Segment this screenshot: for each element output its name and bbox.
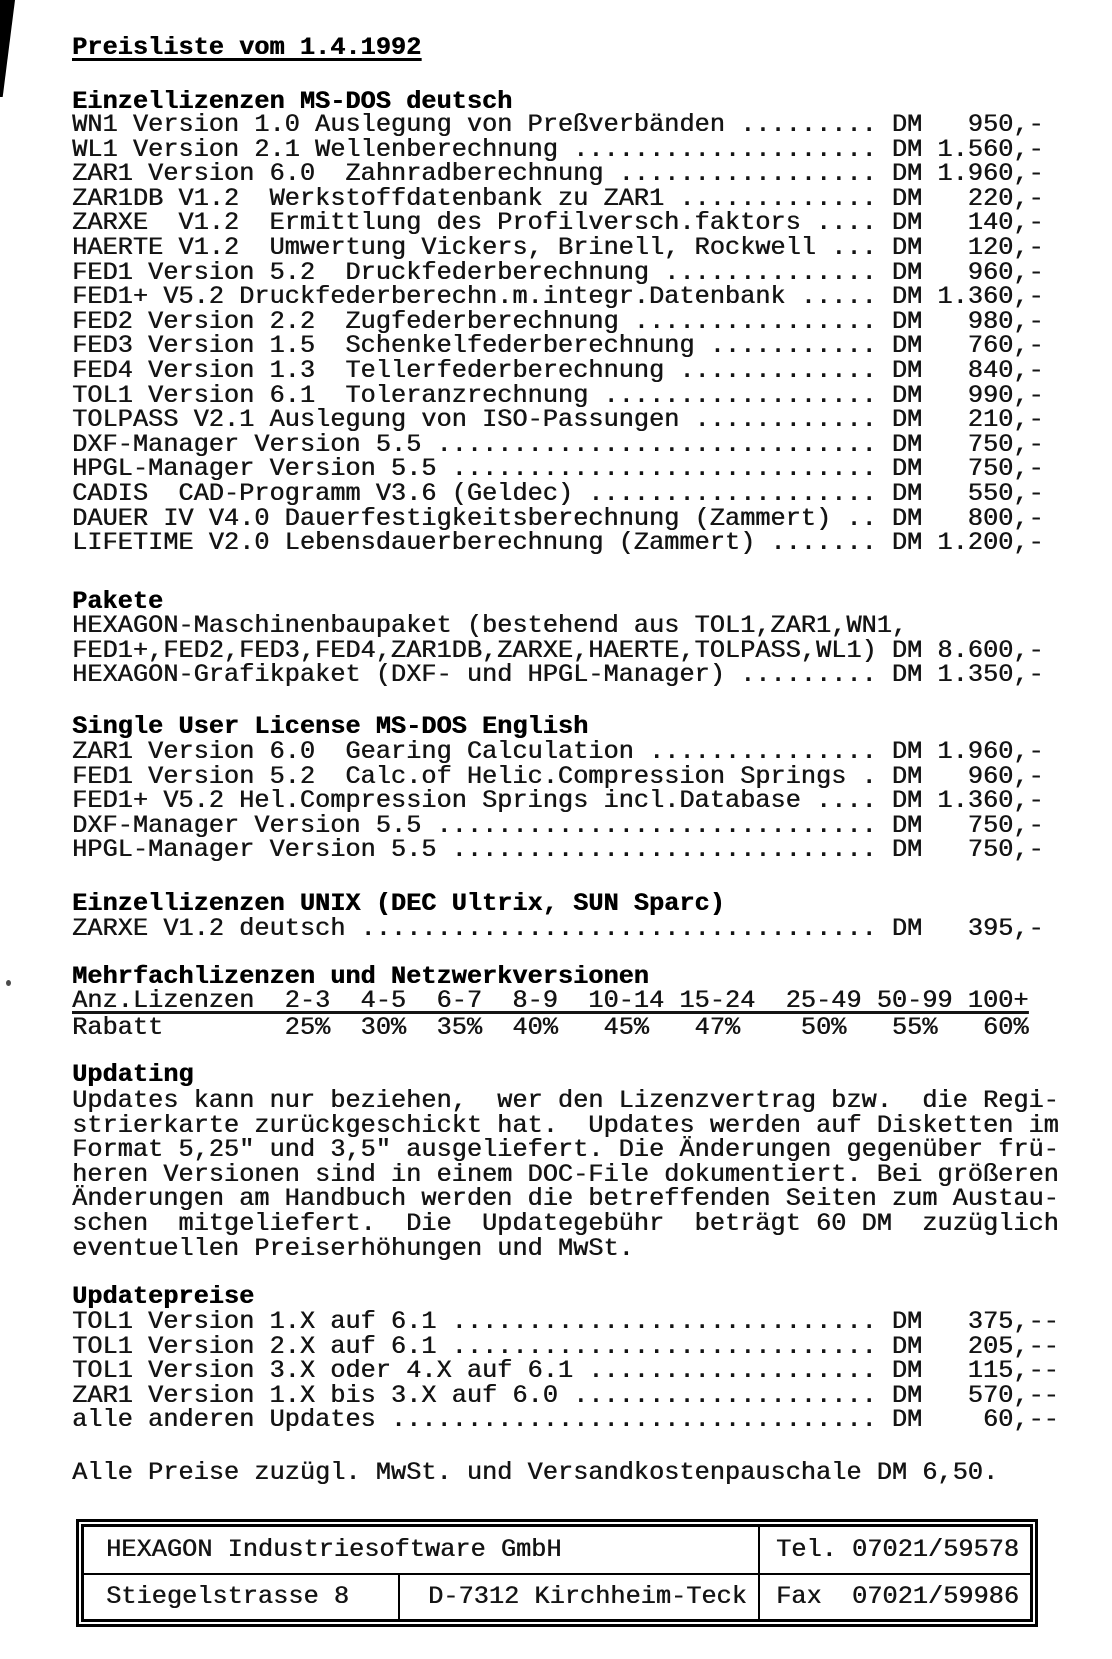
price-line: DXF-Manager Version 5.5 ............................. DM 750,- xyxy=(72,810,1044,840)
discount-table-rabatt-row: Rabatt 25% 30% 35% 40% 45% 47% 50% 55% 60% xyxy=(72,1013,1029,1042)
price-list-unix xyxy=(72,914,1044,943)
paragraph-line: Format 5,25" und 3,5" ausgeliefert. Die Änderungen gegenüber frü- xyxy=(72,1135,1059,1165)
price-line: ZARXE V1.2 deutsch .................................. DM 395,- xyxy=(72,914,1044,943)
updating-paragraph xyxy=(72,1086,1059,1263)
paragraph-line: heren Versionen sind in einem DOC-File dokumentiert. Bei größeren xyxy=(72,1159,1059,1189)
price-line: FED1+ V5.2 Hel.Compression Springs incl.Database .... DM 1.360,- xyxy=(72,786,1044,816)
price-line: ZARXE V1.2 Ermittlung des Profilversch.faktors .... DM 140,- xyxy=(72,208,1044,238)
paragraph-line: Updates kann nur beziehen, wer den Lizenzvertrag bzw. die Regi- xyxy=(72,1086,1059,1115)
price-line: TOL1 Version 6.1 Toleranzrechnung .................. DM 990,- xyxy=(72,380,1044,410)
paragraph-line: eventuellen Preiserhöhungen und MwSt. xyxy=(72,1233,634,1263)
price-line: DXF-Manager Version 5.5 ............................. DM 750,- xyxy=(72,429,1044,459)
price-line: HEXAGON-Grafikpaket (DXF- und HPGL-Manager) ......... DM 1.350,- xyxy=(72,660,1044,690)
price-line: FED1+,FED2,FED3,FED4,ZAR1DB,ZARXE,HAERTE,TOLPASS,WL1) DM 8.600,- xyxy=(72,635,1044,665)
discount-table-header-row: Anz.Lizenzen 2-3 4-5 6-7 8-9 10-14 15-24 25-49 50-99 100+ xyxy=(72,986,1029,1015)
price-line: ZAR1DB V1.2 Werkstoffdatenbank zu ZAR1 ............. DM 220,- xyxy=(72,183,1044,213)
price-line: HPGL-Manager Version 5.5 ............................ DM 750,- xyxy=(72,454,1044,484)
price-line: FED4 Version 1.3 Tellerfederberechnung ............. DM 840,- xyxy=(72,355,1044,385)
scan-artifact-dot xyxy=(6,980,11,986)
price-line: FED1 Version 5.2 Druckfederberechnung .............. DM 960,- xyxy=(72,257,1044,287)
city-address: D-7312 Kirchheim-Teck xyxy=(398,1573,758,1619)
price-list-msdos-deutsch xyxy=(72,110,1044,558)
price-list-msdos-english xyxy=(72,737,1044,865)
page-title: Preisliste vom 1.4.1992 xyxy=(72,33,422,62)
street-address: Stiegelstrasse 8 xyxy=(84,1573,398,1619)
telephone-number: Tel. 07021/59578 xyxy=(758,1527,1030,1573)
price-line: ZAR1 Version 6.0 Gearing Calculation ............... DM 1.960,- xyxy=(72,737,1044,766)
price-line: CADIS CAD-Programm V3.6 (Geldec) ................... DM 550,- xyxy=(72,478,1044,508)
price-line: TOL1 Version 2.X auf 6.1 ............................ DM 205,-- xyxy=(72,1331,1059,1361)
section-heading-mehrfachlizenzen: Mehrfachlizenzen und Netzwerkversionen xyxy=(72,962,649,991)
price-line: FED2 Version 2.2 Zugfederberechnung ................ DM 980,- xyxy=(72,306,1044,336)
price-line: LIFETIME V2.0 Lebensdauerberechnung (Zammert) ....... DM 1.200,- xyxy=(72,528,1044,558)
price-list-updatepreise xyxy=(72,1307,1059,1435)
scan-artifact-corner xyxy=(0,0,15,97)
price-line: TOL1 Version 1.X auf 6.1 ............................ DM 375,-- xyxy=(72,1307,1059,1336)
price-line: DAUER IV V4.0 Dauerfestigkeitsberechnung (Zammert) .. DM 800,- xyxy=(72,503,1044,533)
price-line: TOLPASS V2.1 Auslegung von ISO-Passungen ............ DM 210,- xyxy=(72,405,1044,435)
price-line: WN1 Version 1.0 Auslegung von Preßverbänden ......... DM 950,- xyxy=(72,110,1044,139)
footer-note: Alle Preise zuzügl. MwSt. und Versandkostenpauschale DM 6,50. xyxy=(72,1458,999,1487)
section-heading-updatepreise: Updatepreise xyxy=(72,1282,255,1311)
price-line: WL1 Version 2.1 Wellenberechnung .................... DM 1.560,- xyxy=(72,134,1044,164)
price-line: HEXAGON-Maschinenbaupaket (bestehend aus TOL1,ZAR1,WN1, xyxy=(72,611,907,640)
price-line: ZAR1 Version 6.0 Zahnradberechnung ................. DM 1.960,- xyxy=(72,159,1044,189)
price-list-pakete xyxy=(72,611,1044,690)
price-line: FED1+ V5.2 Druckfederberechn.m.integr.Datenbank ..... DM 1.360,- xyxy=(72,282,1044,312)
paragraph-line: schen mitgeliefert. Die Updategebühr beträgt 60 DM zuzüglich xyxy=(72,1208,1059,1238)
price-line: HPGL-Manager Version 5.5 ............................ DM 750,- xyxy=(72,835,1044,865)
contact-box xyxy=(76,1519,1038,1627)
section-heading-updating: Updating xyxy=(72,1060,194,1089)
price-line: alle anderen Updates ................................ DM 60,-- xyxy=(72,1405,1059,1435)
price-line: FED3 Version 1.5 Schenkelfederberechnung ........... DM 760,- xyxy=(72,331,1044,361)
section-heading-pakete: Pakete xyxy=(72,587,164,616)
price-line: FED1 Version 5.2 Calc.of Helic.Compression Springs . DM 960,- xyxy=(72,761,1044,791)
paragraph-line: strierkarte zurückgeschickt hat. Updates werden auf Disketten im xyxy=(72,1110,1059,1140)
section-heading-msdos-deutsch: Einzellizenzen MS-DOS deutsch xyxy=(72,87,513,116)
fax-number: Fax 07021/59986 xyxy=(758,1573,1030,1619)
company-name: HEXAGON Industriesoftware GmbH xyxy=(106,1534,562,1564)
price-line: HAERTE V1.2 Umwertung Vickers, Brinell, Rockwell ... DM 120,- xyxy=(72,232,1044,262)
price-line: ZAR1 Version 1.X bis 3.X auf 6.0 .................... DM 570,-- xyxy=(72,1380,1059,1410)
section-heading-msdos-english: Single User License MS-DOS English xyxy=(72,712,589,741)
paragraph-line: Änderungen am Handbuch werden die betreffenden Seiten zum Austau- xyxy=(72,1184,1059,1214)
price-line: TOL1 Version 3.X oder 4.X auf 6.1 ................... DM 115,-- xyxy=(72,1356,1059,1386)
section-heading-unix: Einzellizenzen UNIX (DEC Ultrix, SUN Sparc) xyxy=(72,889,725,918)
